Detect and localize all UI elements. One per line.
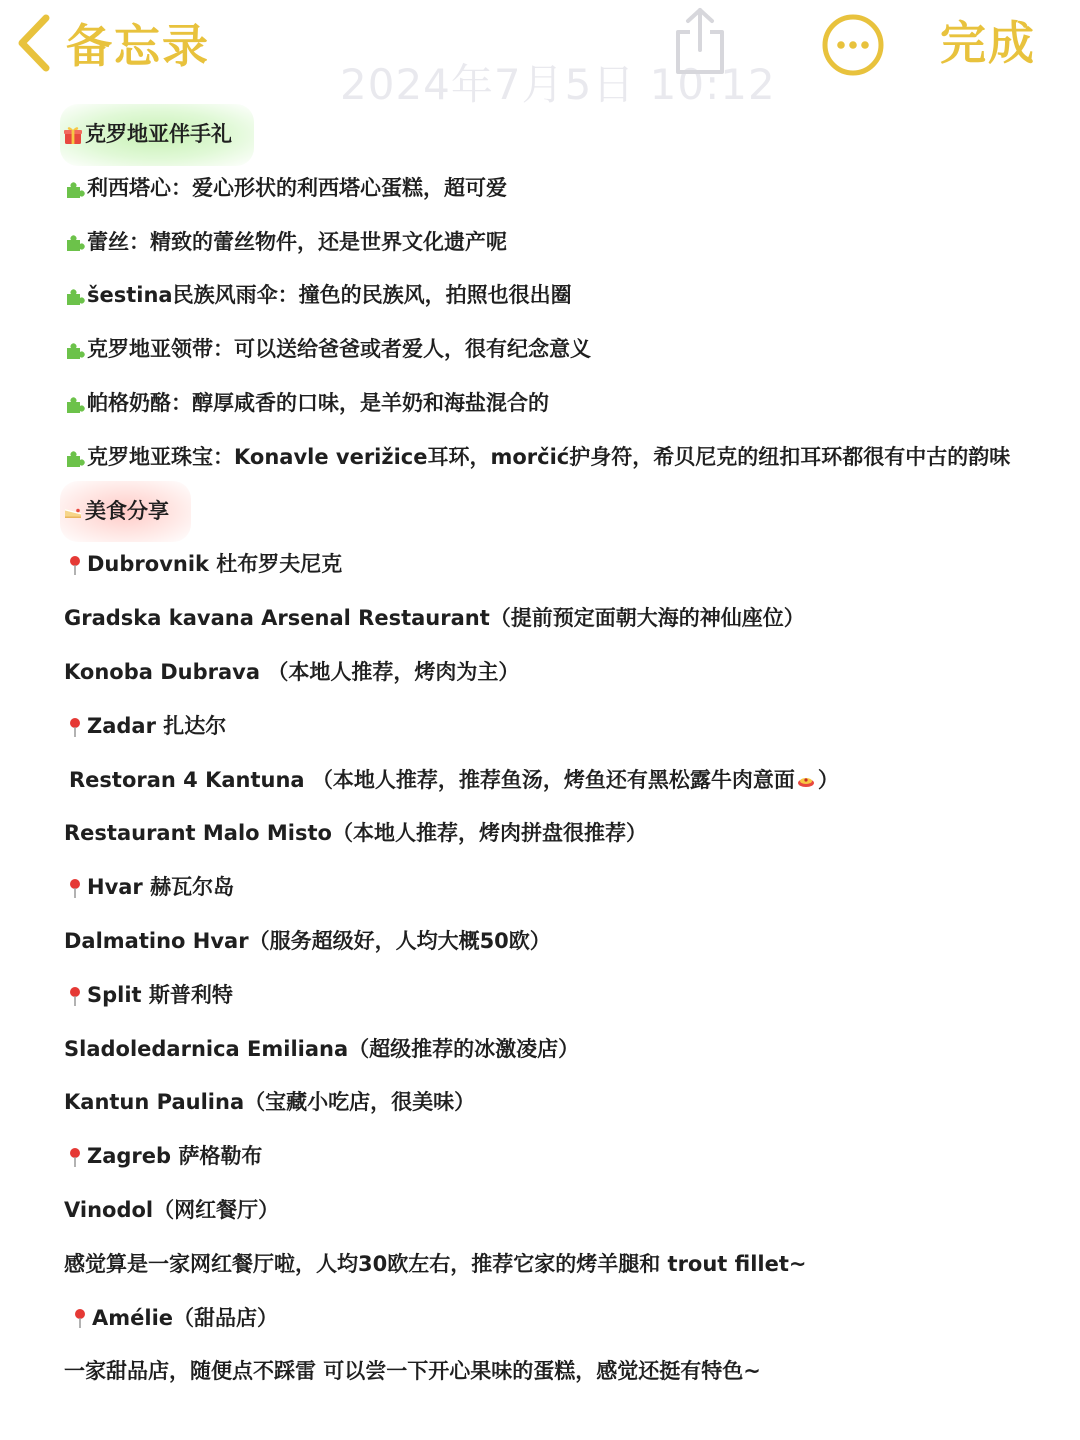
food-heading-text: 美食分享 [85,498,169,523]
round-pushpin-icon [69,1307,91,1329]
navigation-bar [0,0,1080,109]
list-item [64,269,1054,323]
restaurant-item: 感觉算是一家网红餐厅啦，人均30欧左右，推荐它家的烤羊腿和 trout fillet~ [64,1251,807,1276]
chevron-left-icon [14,12,54,74]
restaurant-item: Kantun Paulina（宝藏小吃店，很美味） [64,1090,476,1115]
round-pushpin-icon [64,716,86,738]
puzzle-piece-icon [64,231,86,253]
city-heading [64,538,1054,592]
cake-icon [62,500,84,522]
round-pushpin-icon [64,985,86,1007]
restaurant-item: Gradska kavana Arsenal Restaurant（提前预定面朝大海的神仙座位） [64,606,805,631]
gift-item-text: 帕格奶酪：醇厚咸香的口味，是羊奶和海盐混合的 [87,390,549,415]
back-label: 备忘录 [66,19,210,73]
city-name: Zagreb 萨格勒布 [87,1144,263,1169]
gift-item-text: 克罗地亚珠宝：Konavle verižice耳环，morčić护身符，希贝尼克的纽扣耳环都很有中古的韵味 [87,444,1011,469]
ellipsis-circle-icon [820,63,886,82]
restaurant-item: Konoba Dubrava （本地人推荐，烤肉为主） [64,659,520,684]
city-heading [64,969,1054,1023]
city-heading [64,700,1054,754]
list-item [64,216,1054,270]
city-name: Zadar 扎达尔 [87,713,227,738]
restaurant-item: 一家甜品店，随便点不踩雷 可以尝一下开心果味的蛋糕，感觉还挺有特色~ [64,1359,761,1384]
restaurant-item-text: Restoran 4 Kantuna （本地人推荐，推荐鱼汤，烤鱼还有黑松露牛肉意面 [69,767,795,792]
puzzle-piece-icon [64,178,86,200]
back-button[interactable] [14,6,210,80]
gift-item-text: 利西塔心：爱心形状的利西塔心蛋糕，超可爱 [87,175,507,200]
city-heading [64,1130,1054,1184]
list-item [64,323,1054,377]
share-icon [668,61,732,80]
note-body[interactable] [64,108,1054,1399]
restaurant-item: Sladoledarnica Emiliana（超级推荐的冰激凌店） [64,1036,580,1061]
puzzle-piece-icon [64,447,86,469]
round-pushpin-icon [64,554,86,576]
list-item [64,431,1054,485]
city-heading [64,1292,1054,1346]
more-options-button[interactable] [820,12,886,78]
heading-highlight [60,481,191,543]
restaurant-item: Dalmatino Hvar（服务超级好，人均大概50欧） [64,928,551,953]
list-item [64,377,1054,431]
city-heading [64,861,1054,915]
gift-item-text: 克罗地亚领带：可以送给爸爸或者爱人，很有纪念意义 [87,337,591,362]
gift-section-heading [64,108,1054,162]
gift-icon [62,124,84,146]
city-name: Amélie（甜品店） [92,1305,279,1330]
spaghetti-icon [795,769,817,791]
gift-item-text: šestina民族风雨伞：撞色的民族风，拍照也很出圈 [87,283,572,308]
share-button[interactable] [668,6,732,76]
puzzle-piece-icon [64,339,86,361]
list-item [64,162,1054,216]
restaurant-item: Restaurant Malo Misto（本地人推荐，烤肉拼盘很推荐） [64,821,647,846]
city-name: Dubrovnik 杜布罗夫尼克 [87,552,343,577]
done-button[interactable]: 完成 [940,16,1036,70]
city-name: Hvar 赫瓦尔岛 [87,875,235,900]
note-date: 2024年7月5日 10:12 [340,60,776,109]
gift-heading-text: 克罗地亚伴手礼 [85,122,232,146]
puzzle-piece-icon [64,285,86,307]
restaurant-item [64,754,1054,808]
puzzle-piece-icon [64,393,86,415]
gift-item-text: 蕾丝：精致的蕾丝物件，还是世界文化遗产呢 [87,229,507,254]
food-section-heading [64,485,1054,539]
round-pushpin-icon [64,1146,86,1168]
heading-highlight [60,104,254,166]
restaurant-item-suffix: ） [817,767,839,792]
restaurant-item: Vinodol（网红餐厅） [64,1197,280,1222]
round-pushpin-icon [64,877,86,899]
city-name: Split 斯普利特 [87,982,233,1007]
